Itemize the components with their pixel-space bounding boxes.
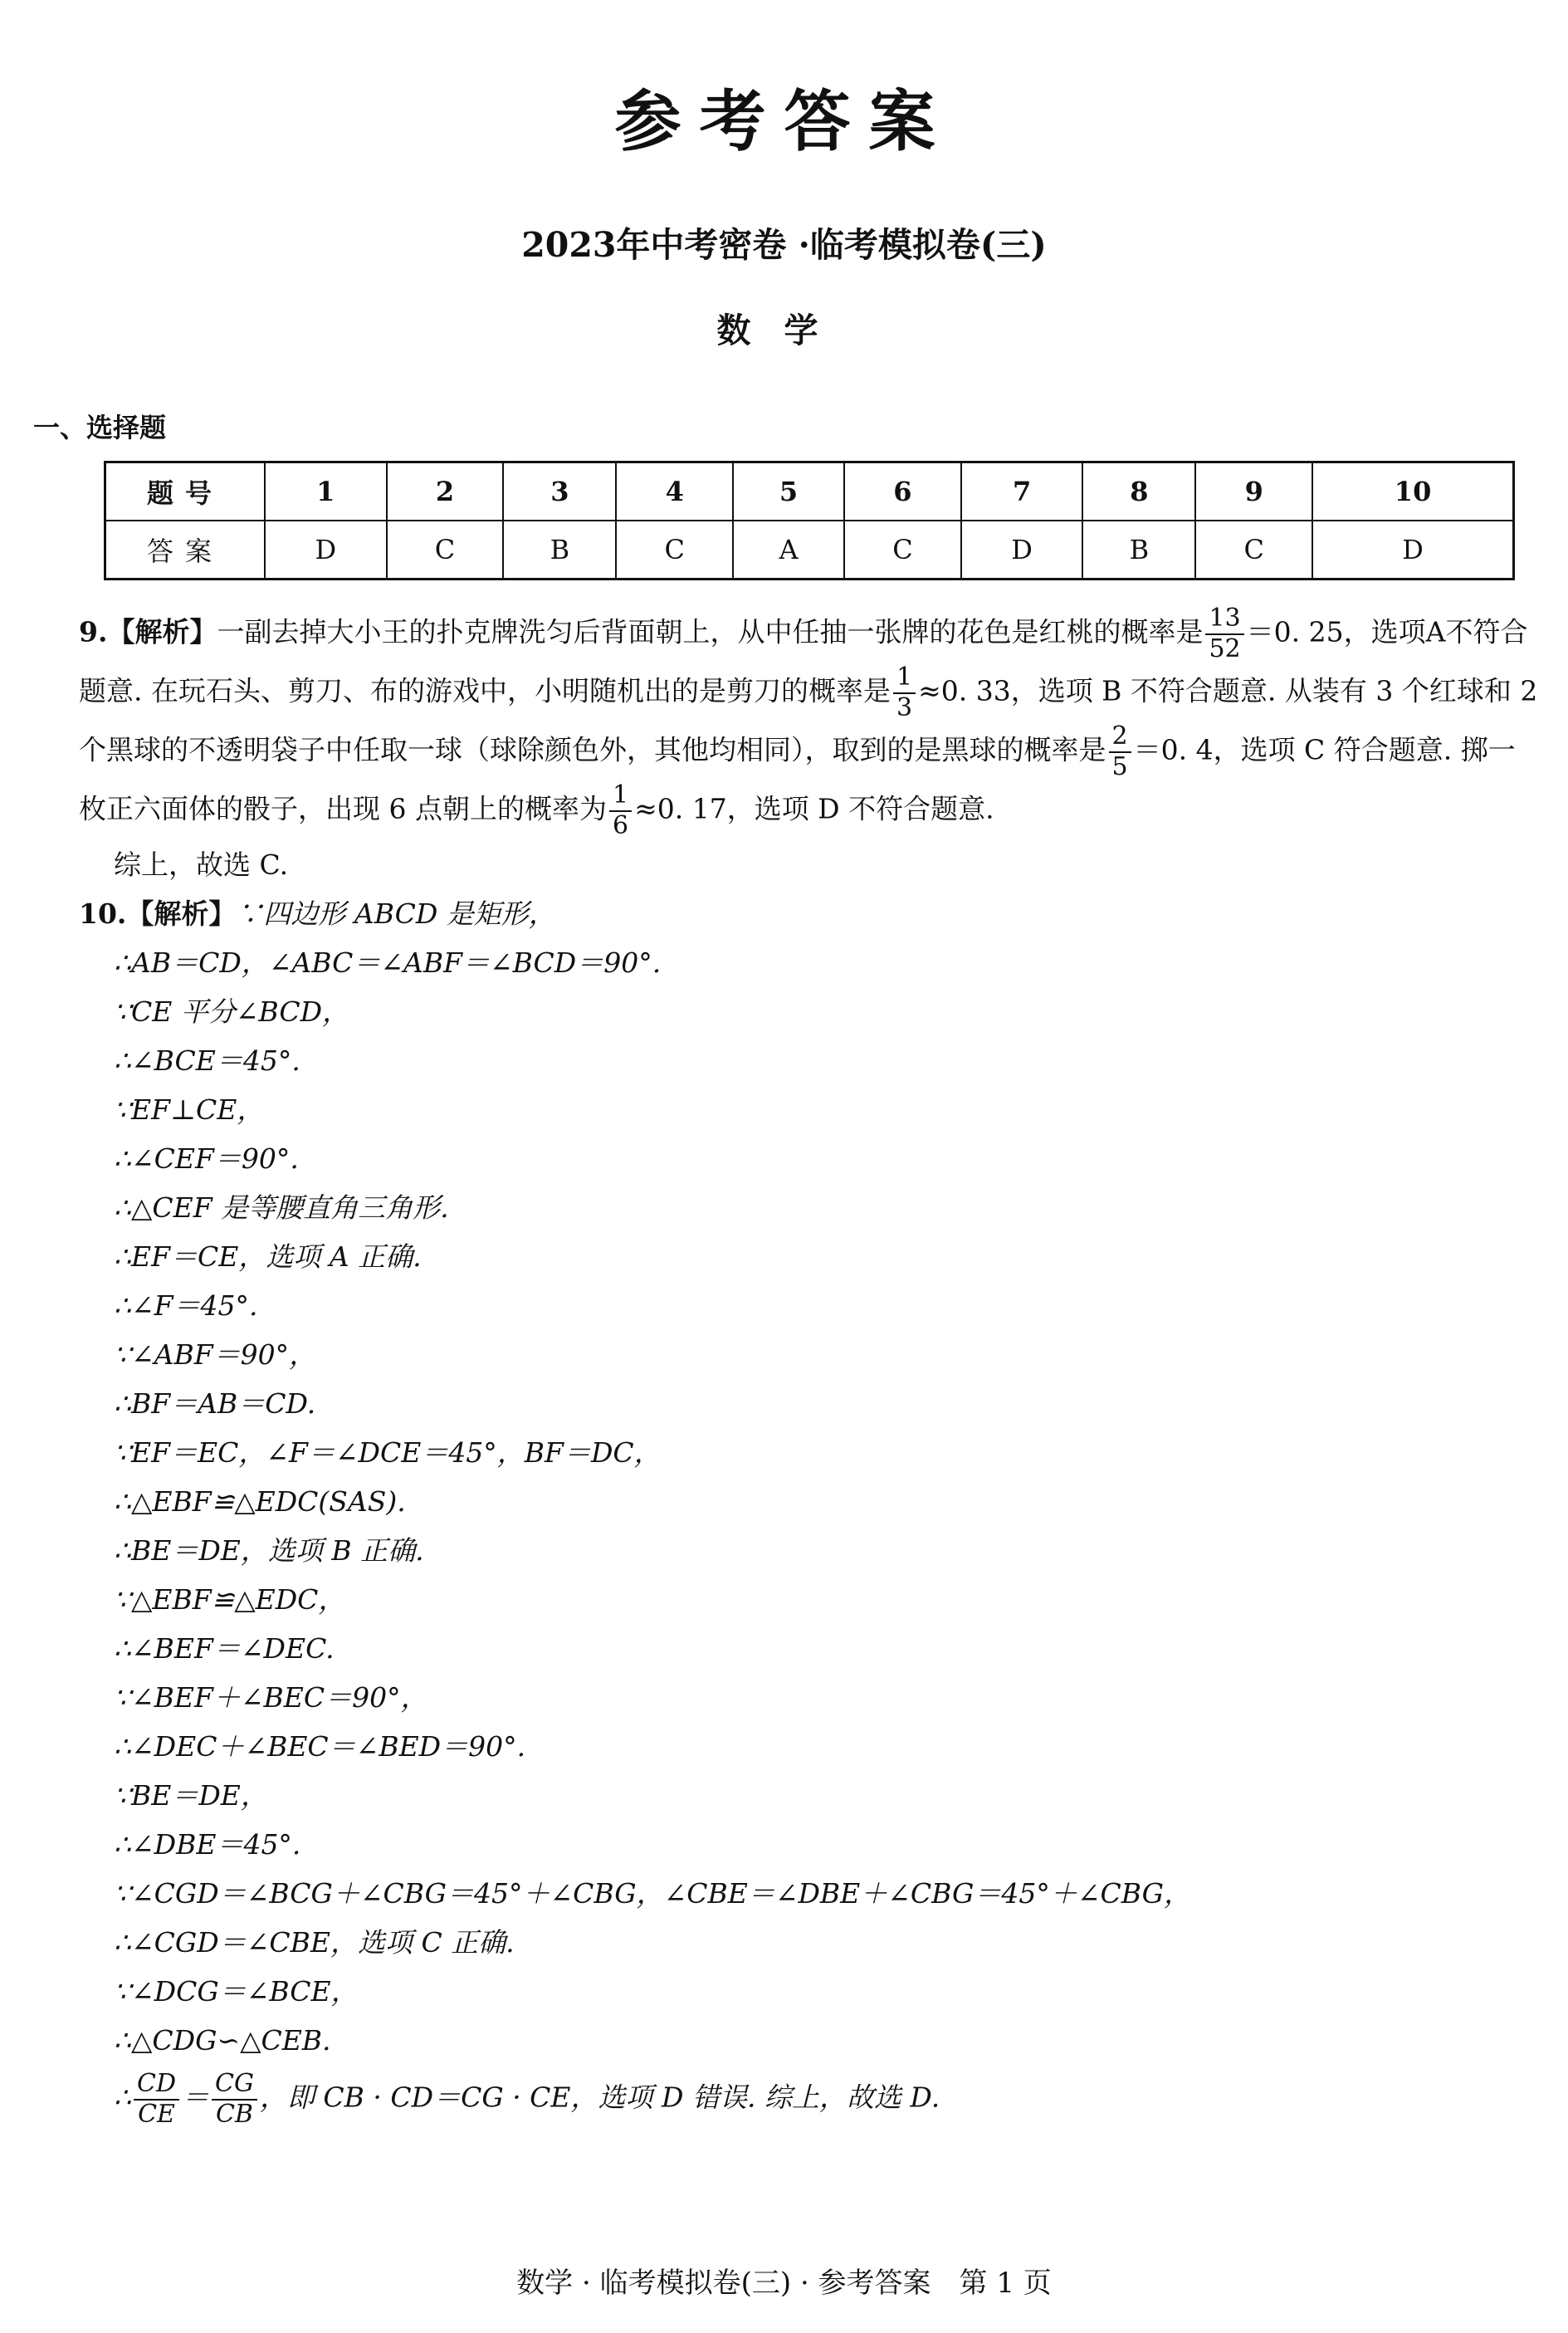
proof-step: ∴AB＝CD，∠ABC＝∠ABF＝∠BCD＝90°. (114, 946, 662, 979)
q9-analysis-tag: 【解析】 (107, 615, 217, 648)
answer-cell: B (503, 521, 616, 580)
answer-table-answer-row (105, 521, 1514, 580)
fraction-cg-cb: $\frac{CG}{CB}$ (212, 2070, 257, 2129)
answer-cell: D (265, 521, 387, 580)
question-number-cell: 10 (1312, 462, 1513, 521)
answer-cell: C (387, 521, 504, 580)
question-number-cell: 3 (503, 462, 616, 521)
fraction-2-5: $\frac{2}{5}$ (1109, 722, 1131, 781)
answer-cell: A (733, 521, 844, 580)
fraction-1-3: $\frac{1}{3}$ (893, 663, 916, 722)
row-label-numbers: 题号 (105, 462, 266, 521)
row-label-answers: 答案 (105, 521, 266, 580)
question-number-cell: 4 (616, 462, 733, 521)
question-number-cell: 8 (1082, 462, 1195, 521)
subject-heading: 数学 (716, 311, 852, 350)
proof-step: ∴BF＝AB＝CD. (114, 1387, 316, 1420)
proof-step: ∵∠DCG＝∠BCE， (114, 1975, 359, 2008)
page-title: 参考答案 (614, 82, 954, 160)
proof-step: ∵△EBF≌△EDC， (114, 1583, 346, 1616)
answer-cell: C (616, 521, 733, 580)
answer-cell: B (1082, 521, 1195, 580)
proof-step: ∵EF＝EC，∠F＝∠DCE＝45°，BF＝DC， (114, 1436, 662, 1469)
proof-step: ∵CE 平分∠BCD， (114, 995, 350, 1028)
question-number-cell: 5 (733, 462, 844, 521)
answer-table (104, 461, 1515, 580)
fraction-cd-ce: $\frac{CD}{CE}$ (134, 2070, 179, 2129)
q9-number: 9. (79, 615, 108, 648)
proof-step: ∴∠DEC＋∠BEC＝∠BED＝90°. (114, 1730, 526, 1763)
section-heading-choice: 一、选择题 (33, 412, 167, 443)
q9-text-3: ≈0. 33，选项 B 不符合题意. 从装有 3 个红球和 2 个黑球的不透明袋子中任取一球（球除颜色外，其他均相同），取到的是黑球的概率是 (79, 674, 1538, 766)
q9-conclusion: 综上，故选 C. (114, 849, 289, 881)
answer-cell: C (844, 521, 961, 580)
proof-step: ∴∠CGD＝∠CBE，选项 C 正确. (114, 1926, 515, 1959)
proof-step: ∵EF⊥CE， (114, 1093, 265, 1126)
fraction-13-52: $\frac{13}{52}$ (1205, 604, 1243, 663)
proof-step: ∵BE＝DE， (114, 1779, 268, 1812)
question-number-cell: 6 (844, 462, 961, 521)
proof-step: ∴∠F＝45°. (114, 1289, 258, 1322)
proof-step-final: ∴ $\frac{CD}{CE}$ ＝ $\frac{CG}{CB}$ ，即 CB · CD＝CG · CE，选项 D 错误. 综上，故选 D. (114, 2069, 940, 2129)
solutions-body (79, 604, 1540, 2129)
page-footer: 数学 · 临考模拟卷(三) · 参考答案 第 1 页 (516, 2267, 1052, 2300)
proof-step: ∴∠BEF＝∠DEC. (114, 1632, 335, 1665)
q10-intro: ∵四边形 ABCD 是矩形， (236, 897, 556, 930)
q10-analysis-tag: 【解析】 (126, 897, 237, 930)
proof-step: ∴△CEF 是等腰直角三角形. (114, 1191, 449, 1224)
proof-step: ∵∠ABF＝90°， (114, 1338, 317, 1371)
q10-intro-line (79, 889, 1540, 938)
answer-cell: D (1312, 521, 1513, 580)
q9-explanation (79, 604, 1540, 840)
question-number-cell: 1 (265, 462, 387, 521)
q9-text-1: 一副去掉大小王的扑克牌洗匀后背面朝上，从中任抽一张牌的花色是红桃的概率是 (217, 615, 1204, 648)
proof-step: ∵∠CGD＝∠BCG＋∠CBG＝45°＋∠CBG，∠CBE＝∠DBE＋∠CBG＝45°＋∠CBG， (114, 1877, 1192, 1910)
proof-step: ∴△EBF≌△EDC(SAS). (114, 1485, 406, 1518)
proof-step: ∵∠BEF＋∠BEC＝90°， (114, 1681, 428, 1714)
proof-step: ∴∠BCE＝45°. (114, 1044, 300, 1077)
exam-subtitle: 2023年中考密卷 ·临考模拟卷(三) (521, 225, 1047, 265)
proof-step: ∴EF＝CE，选项 A 正确. (114, 1240, 422, 1273)
q9-text-2: ＝0. 25，选项A不符合题意. 在玩石头、剪刀、布的游戏中，小明随机出的是剪刀的概率是 (79, 615, 1528, 707)
question-number-cell: 2 (387, 462, 504, 521)
question-number-cell: 7 (961, 462, 1083, 521)
proof-step: ∴∠DBE＝45°. (114, 1828, 301, 1861)
proof-step: ∴△CDG∽△CEB. (114, 2024, 331, 2057)
answer-cell: C (1195, 521, 1312, 580)
proof-step: ∴∠CEF＝90°. (114, 1142, 299, 1175)
answer-table-number-row (105, 462, 1514, 521)
question-number-cell: 9 (1195, 462, 1312, 521)
q10-number: 10. (79, 897, 127, 930)
proof-step: ∴BE＝DE，选项 B 正确. (114, 1534, 424, 1567)
fraction-1-6: $\frac{1}{6}$ (609, 781, 632, 840)
answer-cell: D (961, 521, 1083, 580)
q9-text-4: ＝0. 4，选项 C 符合题意. 掷一枚正六面体的骰子，出现 6 点朝上的概率为 (79, 733, 1516, 825)
q10-steps (79, 938, 1540, 2129)
q9-text-5: ≈0. 17，选项 D 不符合题意. (634, 792, 994, 825)
